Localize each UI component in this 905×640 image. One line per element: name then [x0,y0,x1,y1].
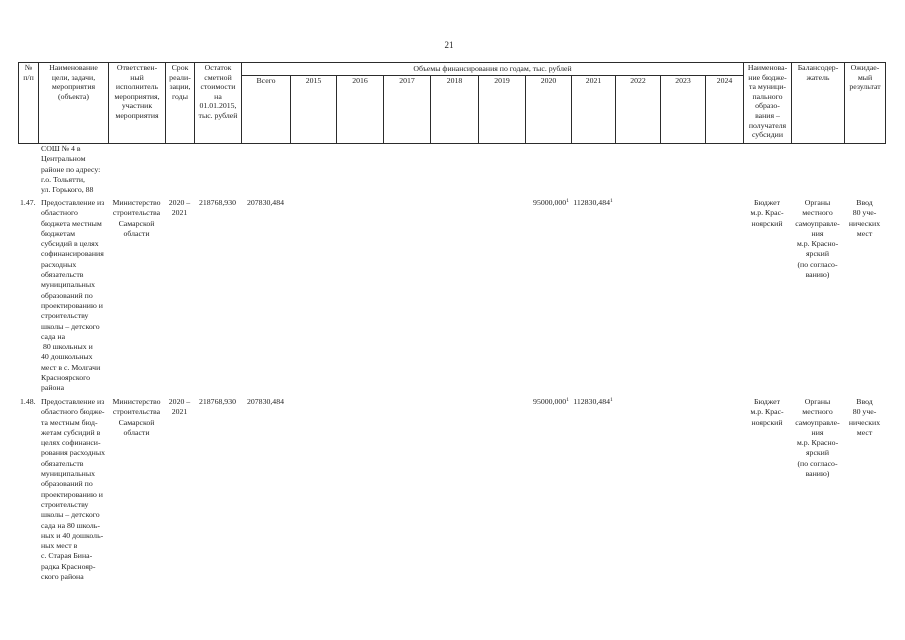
page-number: 21 [444,40,454,50]
row-holder: Органы местного самоуправле- ния м.р. Красно- ярский (по согласо- ванию) [795,198,840,280]
row-remaining: 218768,930 [198,198,237,207]
row-total: 207830,484 [246,198,285,207]
header-year-2022: 2022 [615,75,661,144]
value: 95000,000 [533,198,567,207]
row-term: 2020 – 2021 [168,198,191,218]
row-total: 207830,484 [246,397,285,406]
footnote-mark: 1 [566,198,569,204]
row-budget: Бюджет м.р. Крас- ноярский [750,397,784,427]
header-year-2021: 2021 [571,75,616,144]
value: 112830,484 [573,198,610,207]
header-year-2015: 2015 [290,75,337,144]
header-total: Всего [241,75,291,144]
header-remaining: Остаток сметной стоимости на 01.01.2015, тыс. рублей [194,62,242,144]
table-row [0,397,905,597]
row-year-2021 [571,198,615,208]
continuation-text: СОШ № 4 в Центральном районе по адресу: г.о. Тольятти, ул. Горького, 88 [41,144,101,195]
header-year-2016: 2016 [336,75,384,144]
footnote-mark: 1 [610,198,613,204]
value: 95000,000 [533,397,567,406]
header-year-2024: 2024 [705,75,744,144]
header-holder: Балансодер- жатель [791,62,845,144]
header-number: № п/п [18,62,39,144]
header-term: Срок реали- зации, годы [165,62,195,144]
row-number: 1.47. [20,198,36,207]
row-term: 2020 – 2021 [168,397,191,417]
header-year-2019: 2019 [478,75,526,144]
header-financing: Объемы финансирования по годам, тыс. рублей [241,62,744,76]
row-year-2021 [571,397,615,407]
row-result: Ввод 80 уче- нических мест [848,397,881,437]
table-row [0,198,905,398]
row-name: Предоставление из областного бюджета местным бюджетам субсидий в целях софинансирования расходных обязательств муниципальных образований по проектированию и строительству школы – детского сада на 80 школьных и 40 дошкольных мест в с. Молгачи Красноярского района [41,198,105,393]
row-year-2020 [528,198,574,208]
header-result: Ожидае- мый результат [844,62,886,144]
header-year-2017: 2017 [383,75,431,144]
row-result: Ввод 80 уче- нических мест [848,198,881,238]
row-name: Предоставление из областного бюдже- та местным бюд- жетам субсидий в целях софинанси- рования расходных обязательств муниципальных образований по проектированию и строительству школы – детского сада на 80 школь- ных и 40 дошколь- ных мест в с. Старая Бина- радка Краснояр- ского района [41,397,105,582]
header-year-2018: 2018 [430,75,479,144]
row-budget: Бюджет м.р. Крас- ноярский [750,198,784,228]
row-year-2020 [528,397,574,407]
row-responsible: Министерство строительства Самарской области [112,397,161,437]
footnote-mark: 1 [610,397,613,403]
row-holder: Органы местного самоуправле- ния м.р. Красно- ярский (по согласо- ванию) [795,397,840,479]
row-remaining: 218768,930 [198,397,237,406]
row-number: 1.48. [20,397,36,406]
footnote-mark: 1 [566,397,569,403]
value: 112830,484 [573,397,610,406]
header-year-2023: 2023 [660,75,706,144]
header-name: Наименование цели, задачи, мероприятия (объекта) [38,62,109,144]
row-responsible: Министерство строительства Самарской области [112,198,161,238]
header-responsible: Ответствен- ный исполнитель мероприятия, участник мероприятия [108,62,166,144]
header-year-2020: 2020 [525,75,572,144]
header-budget: Наименова- ние бюдже- та муници- пального образо- вания – получателя субсидии [743,62,792,144]
